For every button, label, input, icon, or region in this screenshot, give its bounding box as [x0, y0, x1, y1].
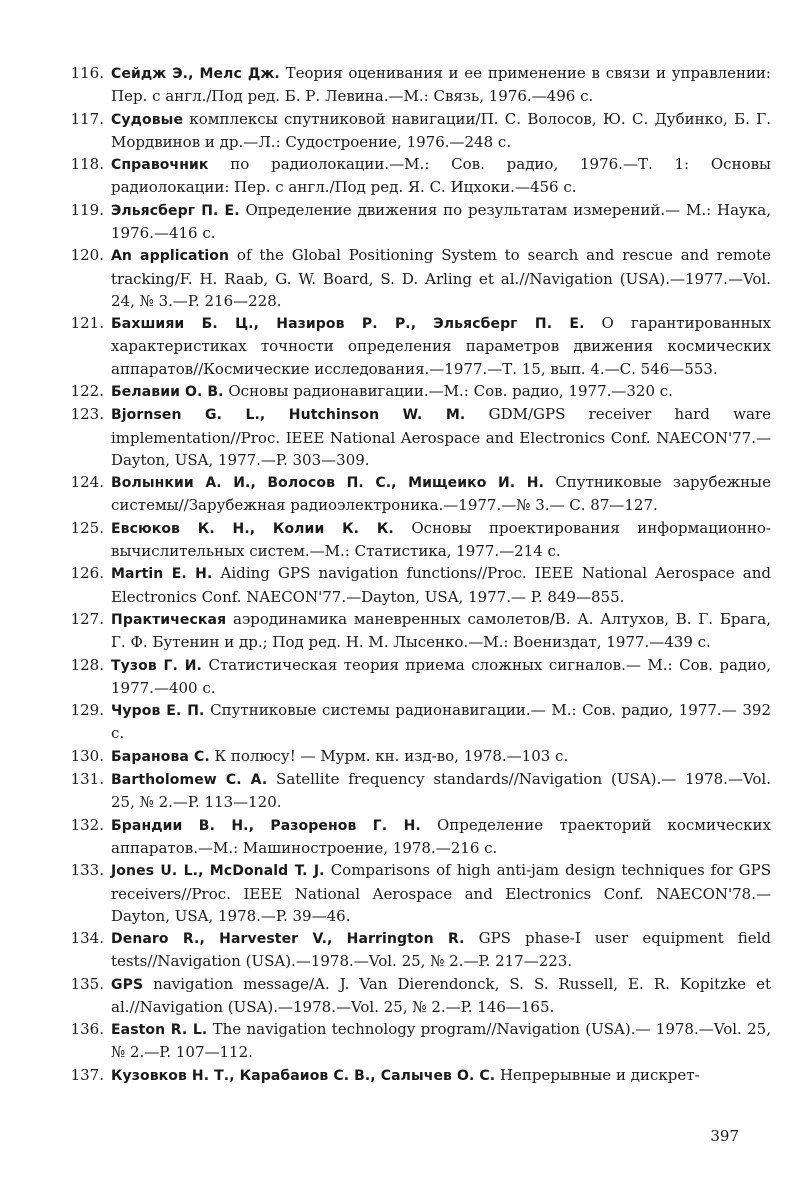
reference-item: [0, 517, 811, 562]
reference-authors: Судовые: [111, 111, 184, 128]
reference-authors: GPS: [111, 976, 144, 993]
reference-item: [0, 562, 811, 607]
reference-text: The navigation technology program//Navigation (USA).— 1978.—Vol. 25, № 2.—P. 107—112.: [111, 1020, 771, 1062]
reference-list: [0, 62, 811, 1087]
reference-text: navigation message/A. J. Van Dierendonck, S. S. Russell, E. R. Kopitzke et al.//Navigation (USA).—1978.—Vol. 25, № 2.—P. 146—165.: [111, 974, 771, 1016]
reference-number: 129.: [70, 701, 104, 720]
reference-item: [0, 608, 811, 653]
reference-text: Теория оценивания и ее применение в связи и управлении: Пер. с англ./Под ред. Б. Р. Левина.—М.: Связь, 1976.—496 с.: [111, 64, 771, 106]
reference-number: 122.: [70, 381, 104, 400]
reference-authors: Эльясберг П. Е.: [111, 202, 240, 219]
reference-item: [0, 1064, 811, 1087]
reference-number: 125.: [70, 518, 104, 537]
reference-text: Satellite frequency standards//Navigation (USA).— 1978.—Vol. 25, № 2.—P. 113—120.: [111, 770, 771, 812]
reference-item: [0, 1018, 811, 1063]
reference-item: [0, 471, 811, 516]
reference-authors: Тузов Г. И.: [111, 657, 202, 674]
reference-number: 128.: [70, 655, 104, 674]
reference-number: 130.: [70, 746, 104, 765]
reference-number: 133.: [70, 861, 104, 880]
reference-text: комплексы спутниковой навигации/П. С. Волосов, Ю. С. Дубинко, Б. Г. Мордвинов и др.—Л.: Судостроение, 1976.—248 с.: [111, 109, 771, 151]
reference-number: 119.: [70, 200, 104, 219]
reference-item: [0, 403, 811, 471]
reference-authors: Martin E. H.: [111, 566, 213, 583]
reference-number: 135.: [70, 974, 104, 993]
reference-text: GPS phase-I user equipment field tests//Navigation (USA).—1978.—Vol. 25, № 2.—P. 217—223.: [111, 929, 771, 971]
reference-number: 117.: [70, 109, 104, 128]
reference-text: Определение движения по результатам измерений.— М.: Наука, 1976.—416 с.: [111, 200, 771, 242]
reference-authors: Практическая: [111, 611, 227, 628]
reference-text: К полюсу! — Мурм. кн. изд-во, 1978.—103 с.: [209, 746, 569, 765]
reference-text: of the Global Positioning System to search and rescue and remote tracking/F. H. Raab, G. W. Board, S. D. Arling et al.//Navigation (USA).—1977.—Vol. 24, № 3.—P. 216—228.: [111, 246, 771, 310]
reference-number: 116.: [70, 64, 104, 82]
reference-text: Основы радионавигации.—М.: Сов. радио, 1977.—320 с.: [223, 381, 673, 400]
reference-authors: Easton R. L.: [111, 1022, 208, 1039]
reference-authors: Bartholomew C. A.: [111, 772, 268, 789]
reference-item: [0, 699, 811, 744]
reference-item: [0, 745, 811, 768]
reference-text: Спутниковые зарубежные системы//Зарубежная радиоэлектроника.—1977.—№ 3.— С. 87—127.: [111, 473, 771, 515]
reference-number: 120.: [70, 246, 104, 265]
reference-text: Непрерывные и дискрет-: [495, 1065, 700, 1084]
reference-number: 123.: [70, 405, 104, 424]
reference-number: 124.: [70, 473, 104, 492]
reference-text: Основы проектирования информационно-вычислительных систем.—М.: Статистика, 1977.—214 с.: [111, 518, 771, 560]
reference-number: 137.: [70, 1065, 104, 1084]
reference-authors: Белавии О. В.: [111, 383, 224, 400]
reference-authors: Jones U. L., McDonald T. J.: [111, 863, 325, 880]
reference-number: 127.: [70, 609, 104, 628]
reference-item: [0, 768, 811, 813]
reference-authors: Евсюков К. Н., Колии К. К.: [111, 520, 394, 537]
reference-item: [0, 62, 811, 107]
reference-authors: Bjornsen G. L., Hutchinson W. M.: [111, 407, 466, 424]
reference-item: [0, 312, 811, 380]
reference-text: Comparisons of high anti-jam design techniques for GPS receivers//Proc. IEEE National Aerospace and Electronics Conf. NAECON'78.—Dayton, USA, 1978.—P. 39—46.: [111, 861, 771, 925]
reference-item: [0, 153, 811, 198]
reference-item: [0, 244, 811, 312]
reference-number: 134.: [70, 929, 104, 948]
reference-text: Спутниковые системы радионавигации.— М.: Сов. радио, 1977.— 392 с.: [111, 701, 771, 743]
reference-authors: An application: [111, 248, 230, 265]
reference-item: [0, 654, 811, 699]
reference-authors: Denaro R., Harvester V., Harrington R.: [111, 931, 465, 948]
reference-item: [0, 380, 811, 403]
reference-text: GDM/GPS receiver hard ware implementation//Proc. IEEE National Aerospace and Electronics Conf. NAECON'77.— Dayton, USA, 1977.—P. 303—309.: [111, 405, 771, 469]
reference-authors: Бахшияи Б. Ц., Назиров Р. Р., Эльясберг П. Е.: [111, 316, 585, 333]
reference-text: Aiding GPS navigation functions//Proc. IEEE National Aerospace and Electronics Conf. NAECON'77.—Dayton, USA, 1977.— P. 849—855.: [111, 564, 771, 606]
reference-item: [0, 108, 811, 153]
reference-authors: Волынкии А. И., Волосов П. С., Мищеико И. Н.: [111, 475, 544, 492]
reference-item: [0, 927, 811, 972]
reference-number: 121.: [70, 314, 104, 333]
reference-item: [0, 814, 811, 859]
reference-item: [0, 859, 811, 927]
reference-number: 132.: [70, 815, 104, 834]
reference-authors: Брандии В. Н., Разоренов Г. Н.: [111, 817, 421, 834]
reference-text: по радиолокации.—М.: Сов. радио, 1976.—Т. 1: Основы радиолокации: Пер. с англ./Под ред. Я. С. Ицхоки.—456 с.: [111, 155, 771, 197]
reference-number: 136.: [70, 1020, 104, 1039]
reference-text: аэродинамика маневренных самолетов/В. А. Алтухов, В. Г. Брага, Г. Ф. Бутенин и др.; Под ред. Н. М. Лысенко.—М.: Воениздат, 1977.—439 с.: [111, 609, 771, 652]
reference-text: О гарантированных характеристиках точности определения параметров движения космических аппаратов//Космические исследования.—1977.—Т. 15, вып. 4.—С. 546—553.: [111, 314, 771, 378]
reference-number: 131.: [70, 770, 104, 789]
reference-item: [0, 973, 811, 1018]
reference-text: Статистическая теория приема сложных сигналов.— М.: Сов. радио, 1977.—400 с.: [111, 655, 771, 697]
reference-authors: Сейдж Э., Мелс Дж.: [111, 66, 280, 82]
page-number: 397: [710, 1127, 739, 1145]
reference-number: 126.: [70, 564, 104, 583]
reference-authors: Кузовков Н. Т., Карабаиов С. В., Салычев О. С.: [111, 1067, 496, 1084]
reference-item: [0, 199, 811, 244]
reference-authors: Чуров Е. П.: [111, 703, 205, 720]
reference-text: Определение траекторий космических аппаратов.—М.: Машиностроение, 1978.—216 с.: [111, 815, 771, 857]
reference-number: 118.: [70, 155, 104, 174]
reference-authors: Справочник: [111, 157, 209, 174]
reference-authors: Баранова С.: [111, 748, 210, 765]
